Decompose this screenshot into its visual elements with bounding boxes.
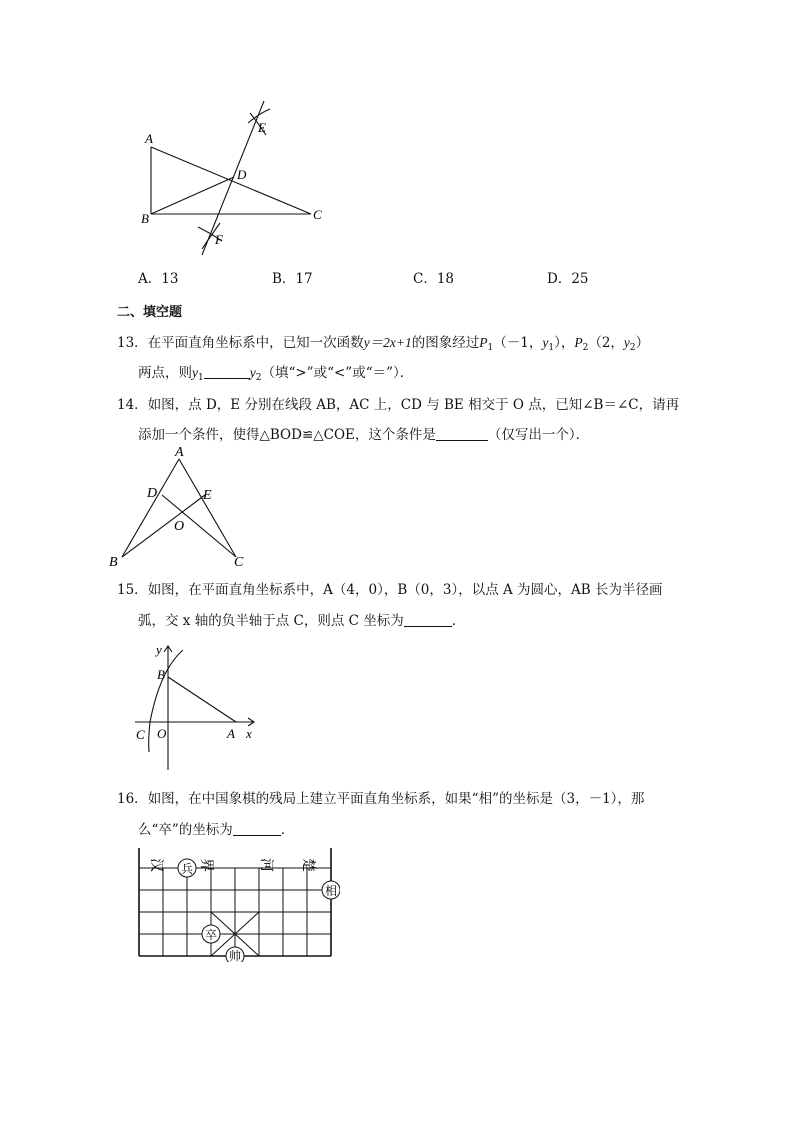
q16-answer-blank[interactable]	[233, 821, 281, 836]
choice-b: B．17	[272, 271, 313, 287]
label-y: y	[156, 642, 162, 657]
piece-shuai	[226, 947, 244, 962]
river-text-he: 河	[258, 858, 274, 872]
choice-d: D．25	[547, 271, 589, 287]
question-13-line1: 13．在平面直角坐标系中，已知一次函数y＝2x+1的图象经过$P_1(-1$，$y_1$），$P_2(2$，$y_2$）	[117, 335, 650, 353]
choice-c: C．18	[413, 271, 455, 287]
label-a: A	[145, 131, 153, 146]
label-o: O	[157, 726, 167, 741]
question-16-line1: 16．如图，在中国象棋的残局上建立平面直角坐标系，如果“相”的坐标是（3，－1），那	[117, 791, 645, 807]
question-13-line2: 两点，则$y_1$ $y_2$（填“>”或“<”或“＝”）．	[138, 365, 414, 383]
label-e: E	[258, 120, 266, 135]
piece-zu	[202, 925, 220, 943]
chess-board-figure-q16	[130, 842, 340, 962]
label-a: A	[227, 726, 235, 741]
label-b: B	[157, 667, 165, 682]
question-15-line2: 弧，交 x 轴的负半轴于点 C，则点 C 坐标为 ．	[138, 613, 466, 629]
svg-text:兵: 兵	[181, 862, 194, 876]
q15-answer-blank[interactable]	[404, 612, 452, 627]
question-14-line2: 添加一个条件，使得△BOD≌△COE，这个条件是 （仅写出一个）．	[138, 427, 590, 443]
label-a: A	[175, 445, 184, 460]
svg-text:卒: 卒	[205, 928, 218, 942]
triangle-figure-q12	[130, 95, 330, 260]
river-text-chu: 楚	[300, 858, 316, 872]
coordinate-figure-q15	[130, 640, 270, 770]
question-14-line1: 14．如图，点 D，E 分别在线段 AB，AC 上，CD 与 BE 相交于 O 点，已知∠B＝∠C，请再	[117, 397, 680, 413]
label-b: B	[109, 555, 118, 570]
q13-number: 13．	[117, 335, 148, 351]
question-15-line1: 15．如图，在平面直角坐标系中，A（4，0），B（0，3），以点 A 为圆心，AB 长为半径画	[117, 582, 663, 598]
label-d: D	[147, 486, 158, 501]
label-e: E	[203, 488, 212, 503]
label-f: F	[215, 232, 223, 247]
label-d: D	[237, 167, 247, 182]
label-o: O	[174, 519, 185, 534]
svg-text:相: 相	[325, 884, 338, 898]
label-c: C	[234, 555, 244, 570]
choice-a: A．13	[138, 271, 179, 287]
q13-function: y＝2x+1	[363, 335, 412, 350]
river-text-jie: 界	[198, 858, 214, 872]
svg-text:帅: 帅	[229, 949, 242, 962]
label-x: x	[246, 726, 252, 741]
piece-xiang	[322, 881, 340, 899]
question-16-line2: 么“卒”的坐标为 ．	[138, 822, 295, 838]
piece-bing	[178, 859, 196, 877]
label-c: C	[136, 727, 145, 742]
section-title: 二、填空题	[117, 305, 183, 320]
label-b: B	[141, 211, 149, 226]
bowtie-figure-q14	[104, 440, 254, 575]
river-text-han: 汉	[148, 858, 164, 872]
label-c: C	[313, 207, 322, 222]
q13-answer-blank[interactable]	[204, 364, 250, 379]
q14-answer-blank[interactable]	[436, 426, 488, 441]
